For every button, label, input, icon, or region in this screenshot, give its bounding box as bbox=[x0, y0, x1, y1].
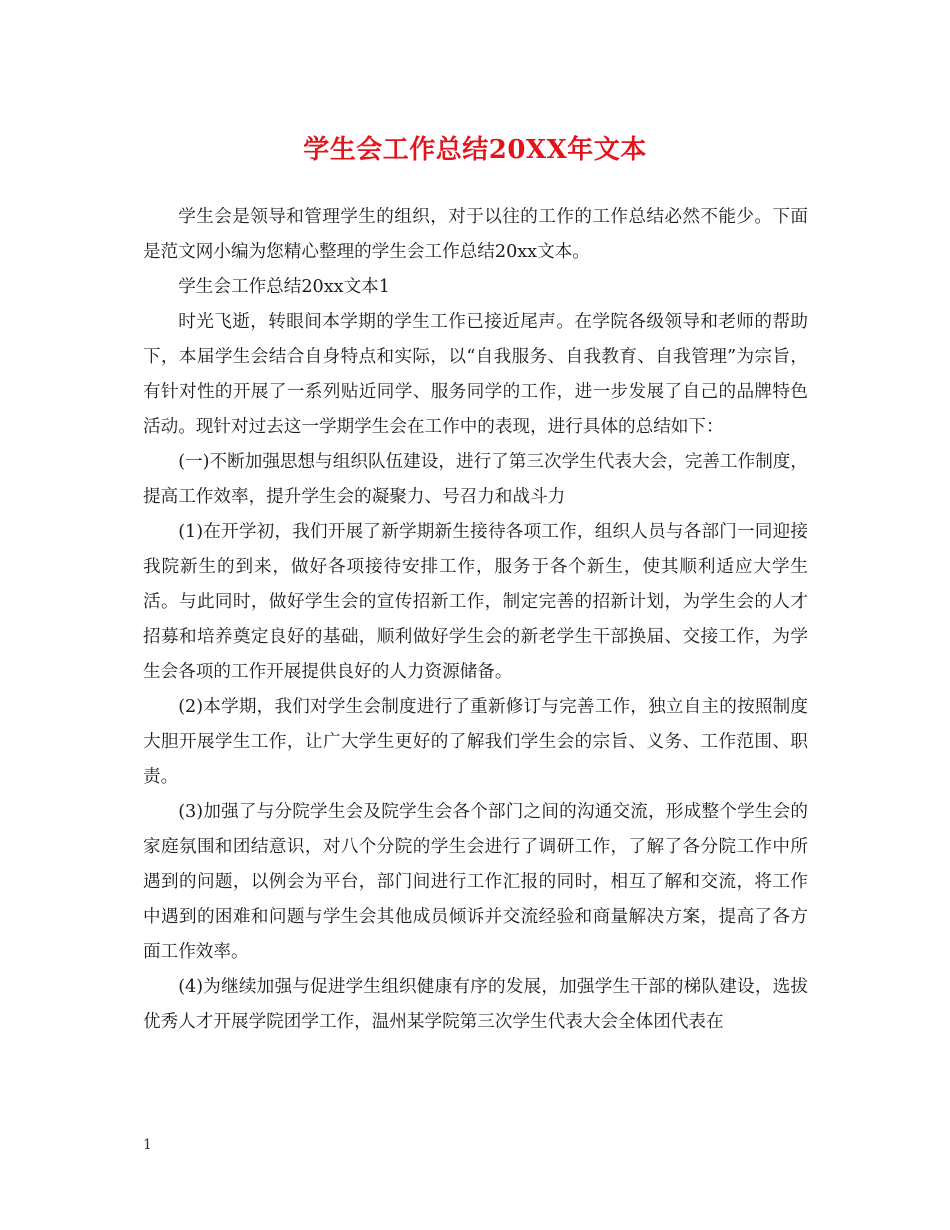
page-number: 1 bbox=[143, 1137, 152, 1153]
document-title: 学生会工作总结20XX年文本 bbox=[303, 135, 647, 165]
paragraph-intro: 学生会是领导和管理学生的组织，对于以往的工作的工作总结必然不能少。下面是范文网小编为您精心整理的学生会工作总结20xx文本。 bbox=[143, 207, 808, 262]
paragraph-item-3: (3)加强了与分院学生会及院学生会各个部门之间的沟通交流，形成整个学生会的家庭氛围和团结意识，对八个分院的学生会进行了调研工作，了解了各分院工作中所遇到的问题，以例会为平台，部门间进行工作汇报的同时，相互了解和交流，将工作中遇到的困难和问题与学生会其他成员倾诉并交流经验和商量解决方案，提高了各方面工作效率。 bbox=[143, 802, 808, 962]
paragraph-section-1: (一)不断加强思想与组织队伍建设，进行了第三次学生代表大会，完善工作制度，提高工作效率，提升学生会的凝聚力、号召力和战斗力 bbox=[143, 452, 808, 507]
paragraph-subheading: 学生会工作总结20xx文本1 bbox=[178, 277, 390, 297]
paragraph-item-2: (2)本学期，我们对学生会制度进行了重新修订与完善工作，独立自主的按照制度大胆开展学生工作，让广大学生更好的了解我们学生会的宗旨、义务、工作范围、职责。 bbox=[143, 697, 808, 787]
paragraph-overview: 时光飞逝，转眼间本学期的学生工作已接近尾声。在学院各级领导和老师的帮助下，本届学生会结合自身特点和实际，以“自我服务、自我教育、自我管理”为宗旨，有针对性的开展了一系列贴近同学、服务同学的工作，进一步发展了自己的品牌特色活动。现针对过去这一学期学生会在工作中的表现，进行具体的总结如下： bbox=[143, 312, 808, 437]
paragraph-item-1: (1)在开学初，我们开展了新学期新生接待各项工作，组织人员与各部门一同迎接我院新生的到来，做好各项接待安排工作，服务于各个新生，使其顺利适应大学生活。与此同时，做好学生会的宣传招新工作，制定完善的招新计划，为学生会的人才招募和培养奠定良好的基础，顺利做好学生会的新老学生干部换届、交接工作，为学生会各项的工作开展提供良好的人力资源储备。 bbox=[143, 522, 808, 682]
document-body bbox=[143, 200, 808, 1040]
paragraph-item-4: (4)为继续加强与促进学生组织健康有序的发展，加强学生干部的梯队建设，选拔优秀人才开展学院团学工作，温州某学院第三次学生代表大会全体团代表在 bbox=[143, 977, 808, 1032]
